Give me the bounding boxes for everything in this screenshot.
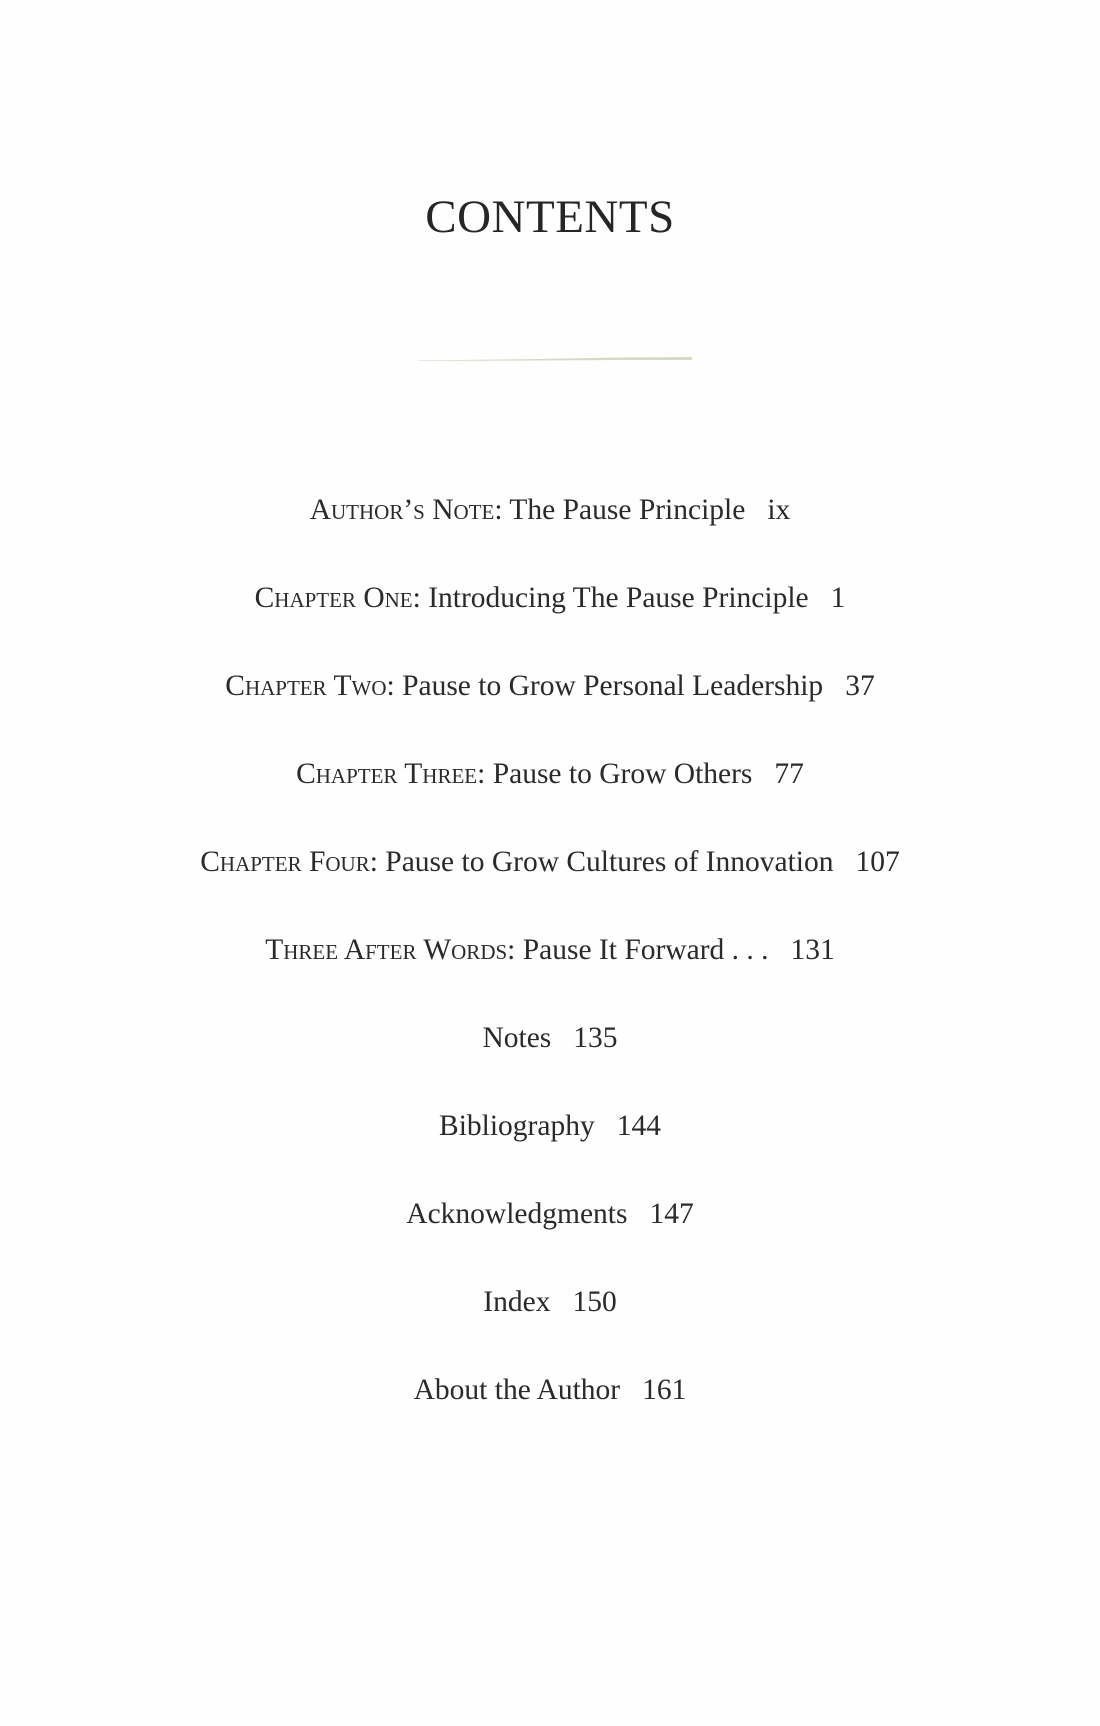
toc-entry [0, 1368, 1100, 1456]
toc-entry [0, 576, 1100, 664]
toc-entry-title: Index [483, 1286, 551, 1318]
toc-entry-page: 135 [573, 1022, 618, 1054]
decorative-rule [418, 356, 692, 362]
toc-entry-page: ix [767, 494, 791, 526]
toc-entry-label: Three After Words: [265, 934, 516, 966]
toc-entry-title: About the Author [413, 1374, 621, 1406]
toc-entry-page: 1 [830, 582, 846, 614]
toc-entry [0, 664, 1100, 752]
toc-entry-title: Pause to Grow Others [492, 758, 753, 790]
toc-entry-title: Bibliography [439, 1110, 595, 1142]
toc-entry-title: The Pause Principle [509, 494, 746, 526]
toc-entry [0, 840, 1100, 928]
toc-entry [0, 752, 1100, 840]
toc-entry-label: Chapter Two: [225, 670, 395, 702]
toc-entry [0, 1192, 1100, 1280]
toc-entry [0, 1104, 1100, 1192]
toc-entry [0, 488, 1100, 576]
toc-entry-page: 150 [572, 1286, 617, 1318]
toc-entry-label: Chapter One: [254, 582, 421, 614]
toc-entry-page: 147 [649, 1198, 694, 1230]
toc-entry-label: Author’s Note: [309, 494, 503, 526]
toc-entry-title: Pause to Grow Cultures of Innovation [385, 846, 834, 878]
page-title: CONTENTS [425, 191, 675, 243]
toc-entry-label: Chapter Four: [200, 846, 378, 878]
toc-entry-page: 37 [845, 670, 875, 702]
table-of-contents [0, 488, 1100, 1456]
toc-entry-title: Pause to Grow Personal Leadership [402, 670, 824, 702]
toc-entry-title: Introducing The Pause Principle [428, 582, 809, 614]
toc-entry-title: Notes [482, 1022, 552, 1054]
toc-entry-page: 161 [642, 1374, 687, 1406]
toc-entry [0, 1016, 1100, 1104]
toc-entry-page: 77 [774, 758, 804, 790]
toc-entry-label: Chapter Three: [296, 758, 486, 790]
toc-entry-page: 131 [790, 934, 835, 966]
toc-entry-title: Pause It Forward . . . [522, 934, 769, 966]
toc-entry-page: 144 [616, 1110, 661, 1142]
toc-entry [0, 1280, 1100, 1368]
toc-entry-page: 107 [855, 846, 900, 878]
toc-entry [0, 928, 1100, 1016]
toc-entry-title: Acknowledgments [406, 1198, 628, 1230]
